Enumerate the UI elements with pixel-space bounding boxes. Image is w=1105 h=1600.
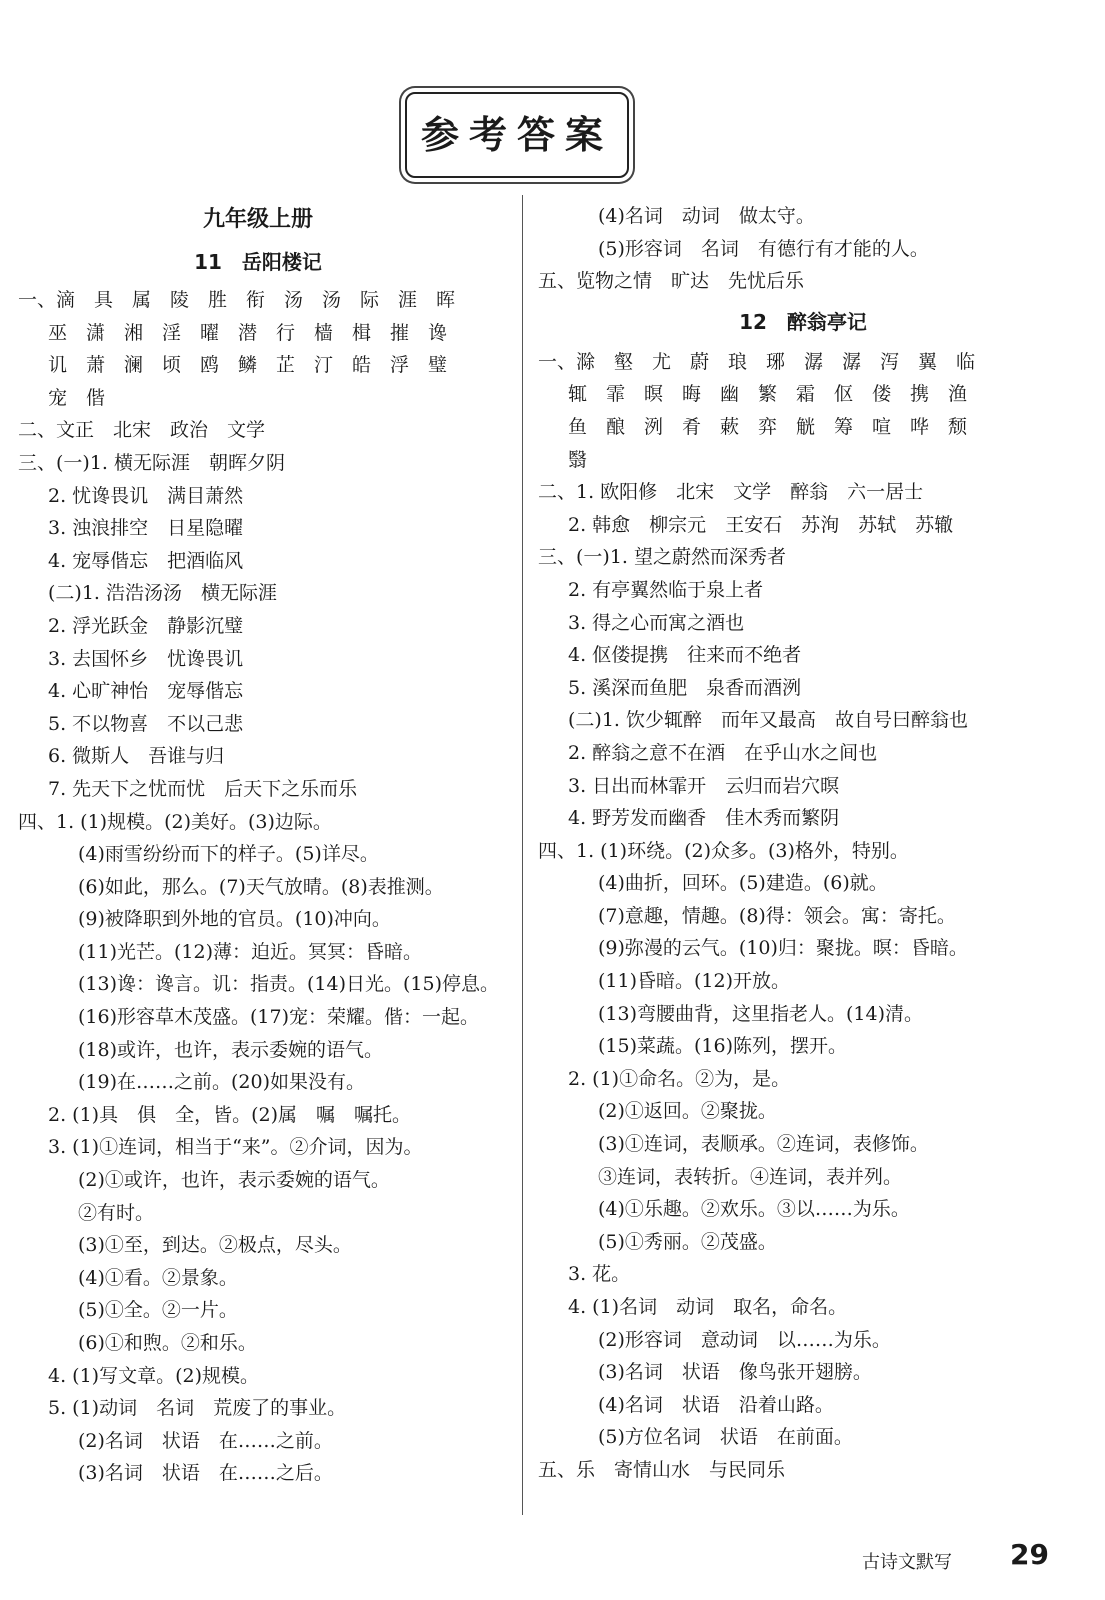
- answer-line: 宠 偕: [48, 386, 106, 409]
- answer-line: (4)①看。②景象。: [78, 1266, 238, 1289]
- left-answer-lines: [18, 284, 498, 1490]
- answer-title-box: [405, 92, 629, 178]
- answer-line: (二)1. 浩浩汤汤 横无际涯: [48, 582, 277, 605]
- answer-line: 4. 心旷神怡 宠辱偕忘: [48, 680, 244, 703]
- answer-line: 二、1. 欧阳修 北宋 文学 醉翁 六一居士: [538, 481, 924, 504]
- answer-line: 5. 不以物喜 不以己悲: [48, 712, 244, 735]
- answer-line: 7. 先天下之忧而忧 后天下之乐而乐: [48, 777, 358, 800]
- answer-line: (2)名词 状语 在……之前。: [78, 1429, 333, 1452]
- answer-line: (13)弯腰曲背，这里指老人。(14)清。: [598, 1002, 924, 1025]
- right-column: [538, 200, 1068, 1487]
- answer-line: 4. 野芳发而幽香 佳木秀而繁阴: [568, 807, 840, 830]
- answer-line: (3)名词 状语 在……之后。: [78, 1462, 333, 1485]
- answer-line: 五、乐 寄情山水 与民同乐: [538, 1458, 786, 1481]
- lesson-heading-11: 11 岳阳楼记: [194, 250, 322, 274]
- answer-line: 3. (1)①连词，相当于“来”。②介词，因为。: [48, 1136, 423, 1159]
- answer-line: 3. 浊浪排空 日星隐曜: [48, 517, 244, 540]
- answer-line: 四、1. (1)环绕。(2)众多。(3)格外，特别。: [538, 839, 909, 862]
- right-top-lines: [538, 200, 1068, 298]
- answer-line: (9)弥漫的云气。(10)归：聚拢。暝：昏暗。: [598, 937, 968, 960]
- answer-line: (2)①或许，也许，表示委婉的语气。: [78, 1169, 390, 1192]
- answer-line: 3. 日出而林霏开 云归而岩穴暝: [568, 774, 840, 797]
- answer-line: 4. 伛偻提携 往来而不绝者: [568, 644, 802, 667]
- answer-line: 2. (1)具 俱 全，皆。(2)属 嘱 嘱托。: [48, 1103, 411, 1126]
- answer-line: (4)曲折，回环。(5)建造。(6)就。: [598, 872, 888, 895]
- answer-line: 三、(一)1. 横无际涯 朝晖夕阴: [18, 451, 285, 474]
- answer-line: 3. 去国怀乡 忧谗畏讥: [48, 647, 244, 670]
- answer-line: 一、滴 具 属 陵 胜 衔 汤 汤 际 涯 晖: [18, 289, 456, 311]
- answer-line: (6)①和煦。②和乐。: [78, 1332, 257, 1354]
- answer-line: 辄 霏 暝 晦 幽 繁 霜 伛 偻 携 渔: [568, 383, 968, 406]
- answer-line: (5)形容词 名词 有德行有才能的人。: [598, 237, 929, 260]
- answer-line: (13)谗：谗言。讥：指责。(14)日光。(15)停息。: [78, 973, 500, 996]
- answer-line: (16)形容草木茂盛。(17)宠：荣耀。偕：一起。: [78, 1006, 480, 1029]
- answer-line: (11)昏暗。(12)开放。: [598, 970, 791, 993]
- answer-line: 2. 忧谗畏讥 满目萧然: [48, 484, 244, 507]
- answer-line: 2. 韩愈 柳宗元 王安石 苏洵 苏轼 苏辙: [568, 513, 954, 536]
- answer-line: 巫 潇 湘 淫 曜 潜 行 樯 楫 摧 谗: [48, 321, 448, 344]
- answer-line: (18)或许，也许，表示委婉的语气。: [78, 1038, 384, 1061]
- answer-line: (6)如此，那么。(7)天气放晴。(8)表推测。: [78, 875, 444, 898]
- answer-line: (2)形容词 意动词 以……为乐。: [598, 1328, 891, 1351]
- answer-line: (5)①全。②一片。: [78, 1299, 238, 1322]
- answer-line: (3)①至，到达。②极点，尽头。: [78, 1234, 352, 1257]
- answer-line: 2. (1)①命名。②为，是。: [568, 1067, 791, 1090]
- answer-line: 3. 花。: [568, 1263, 631, 1286]
- answer-line: 四、1. (1)规模。(2)美好。(3)边际。: [18, 810, 332, 833]
- answer-line: (4)名词 状语 沿着山路。: [598, 1393, 834, 1416]
- column-divider: [522, 195, 523, 1515]
- answer-line: 4. 宠辱偕忘 把酒临风: [48, 549, 244, 572]
- answer-line: 一、滁 壑 尤 蔚 琅 琊 潺 潺 泻 翼 临: [538, 350, 976, 373]
- answer-line: (4)①乐趣。②欢乐。③以……为乐。: [598, 1198, 910, 1221]
- answer-line: 五、览物之情 旷达 先忧后乐: [538, 270, 805, 293]
- book-heading: 九年级上册: [202, 207, 313, 232]
- footer-book-title: 古诗文默写: [862, 1552, 952, 1573]
- answer-line: 鱼 酿 洌 肴 蔌 弈 觥 筹 喧 哗 颓: [568, 415, 968, 438]
- answer-line: 5. (1)动词 名词 荒废了的事业。: [48, 1397, 347, 1420]
- answer-line: ③连词，表转折。④连词，表并列。: [598, 1165, 903, 1188]
- answer-line: (4)雨雪纷纷而下的样子。(5)详尽。: [78, 843, 379, 866]
- answer-line: 3. 得之心而寓之酒也: [568, 611, 745, 634]
- answer-line: 2. 醉翁之意不在酒 在乎山水之间也: [568, 741, 878, 764]
- answer-line: 5. 溪深而鱼肥 泉香而酒洌: [568, 676, 802, 699]
- lesson-heading-12: 12 醉翁亭记: [739, 309, 867, 334]
- answer-line: ②有时。: [78, 1201, 155, 1224]
- answer-line: 4. (1)写文章。(2)规模。: [48, 1364, 259, 1387]
- answer-line: (11)光芒。(12)薄：迫近。冥冥：昏暗。: [78, 940, 423, 963]
- answer-line: (5)①秀丽。②茂盛。: [598, 1230, 777, 1253]
- answer-line: 4. (1)名词 动词 取名，命名。: [568, 1296, 848, 1318]
- answer-line: 二、文正 北宋 政治 文学: [18, 419, 266, 442]
- answer-line: (7)意趣，情趣。(8)得：领会。寓：寄托。: [598, 904, 956, 927]
- answer-title: 参考答案: [420, 113, 613, 157]
- answer-line: (4)名词 动词 做太守。: [598, 205, 815, 227]
- answer-line: (15)菜蔬。(16)陈列，摆开。: [598, 1035, 848, 1058]
- answer-line: (9)被降职到外地的官员。(10)冲向。: [78, 908, 391, 931]
- right-answer-lines: [538, 346, 1068, 1487]
- page-number: 29: [1010, 1538, 1049, 1571]
- answer-line: (二)1. 饮少辄醉 而年又最高 故自号曰醉翁也: [568, 709, 968, 732]
- answer-line: 翳: [568, 448, 588, 471]
- answer-line: (2)①返回。②聚拢。: [598, 1100, 777, 1123]
- answer-line: 三、(一)1. 望之蔚然而深秀者: [538, 546, 786, 569]
- answer-line: 2. 有亭翼然临于泉上者: [568, 578, 764, 601]
- left-column: [18, 200, 498, 1490]
- answer-line: (3)①连词，表顺承。②连词，表修饰。: [598, 1133, 929, 1156]
- answer-line: (5)方位名词 状语 在前面。: [598, 1426, 853, 1449]
- answer-line: (19)在……之前。(20)如果没有。: [78, 1071, 366, 1094]
- answer-line: 2. 浮光跃金 静影沉璧: [48, 614, 244, 637]
- answer-line: (3)名词 状语 像鸟张开翅膀。: [598, 1361, 872, 1384]
- answer-line: 讥 萧 澜 顷 鸥 鳞 芷 汀 皓 浮 璧: [48, 354, 448, 377]
- answer-line: 6. 微斯人 吾谁与归: [48, 745, 225, 768]
